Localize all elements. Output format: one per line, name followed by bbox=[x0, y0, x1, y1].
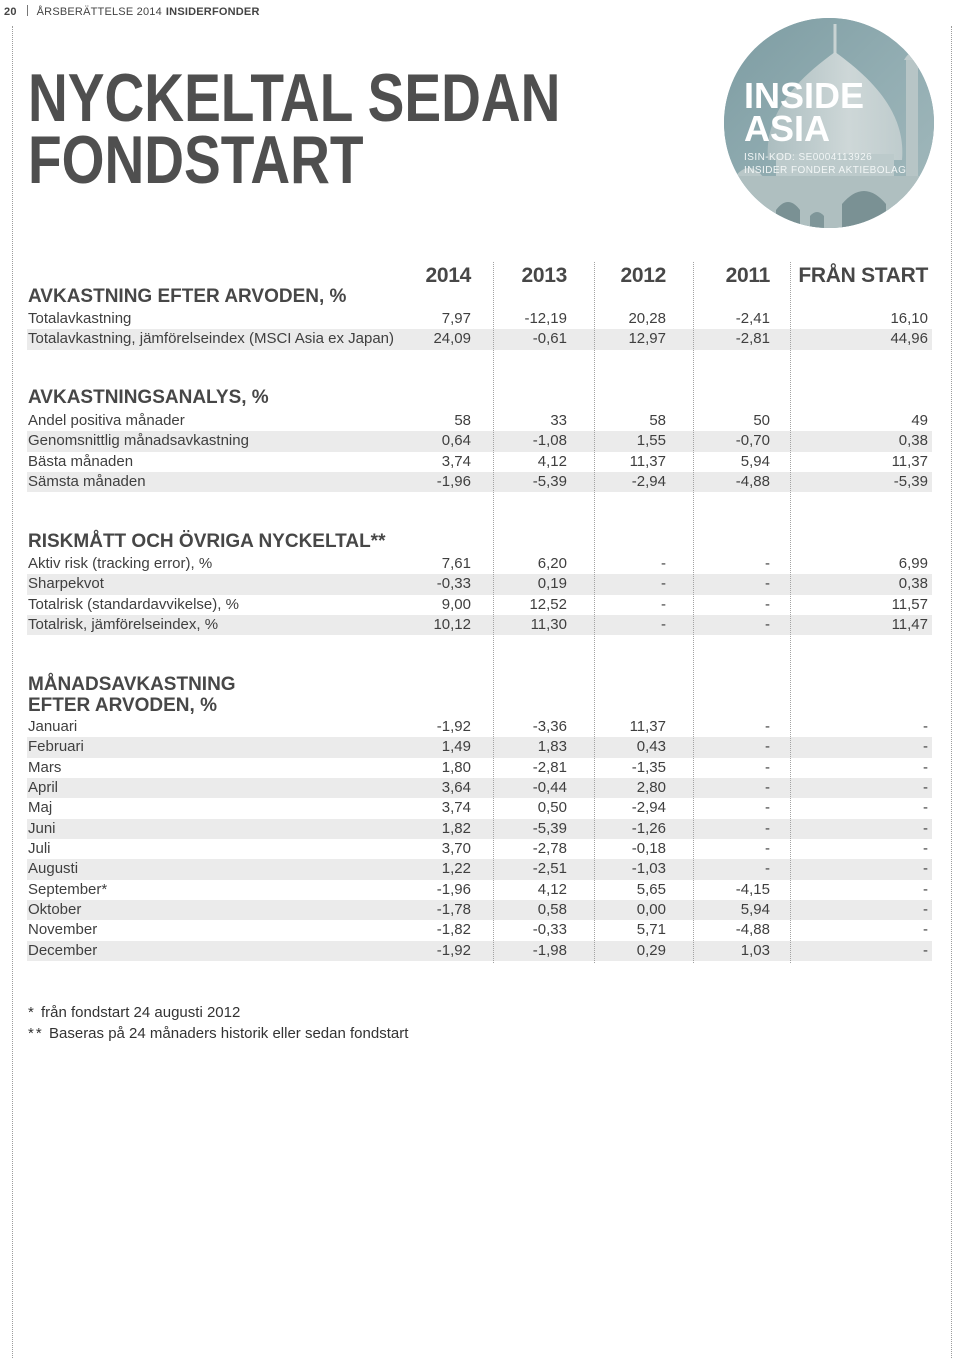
value-2012: 11,37 bbox=[629, 718, 666, 735]
value-2013: -3,36 bbox=[532, 718, 567, 735]
value-2013: 4,12 bbox=[537, 880, 567, 898]
table-row bbox=[27, 472, 932, 492]
row-label: Totalrisk (standardavvikelse), % bbox=[28, 595, 239, 613]
value-2014: 3,64 bbox=[441, 779, 471, 797]
footnote-marker: ** bbox=[28, 1024, 44, 1042]
value-2014: 3,74 bbox=[441, 799, 471, 817]
value-2013: -2,78 bbox=[532, 840, 567, 858]
section-rows bbox=[27, 717, 932, 961]
fund-name bbox=[744, 75, 865, 149]
value-since-start: - bbox=[923, 860, 928, 878]
value-since-start: - bbox=[923, 901, 928, 919]
value-2013: -1,98 bbox=[532, 941, 567, 959]
value-2013: 33 bbox=[550, 412, 567, 429]
table-row bbox=[27, 554, 932, 574]
fund-company: INSIDER FONDER AKTIEBOLAG bbox=[744, 165, 907, 176]
value-2012: 5,71 bbox=[636, 921, 666, 939]
value-2011: -2,41 bbox=[735, 310, 770, 327]
value-2014: 3,74 bbox=[441, 452, 471, 470]
value-since-start: - bbox=[923, 799, 928, 817]
value-2013: 6,20 bbox=[537, 555, 567, 572]
page-number: 20 bbox=[4, 6, 17, 18]
section-heading bbox=[28, 674, 236, 716]
value-2014: 0,64 bbox=[441, 432, 471, 450]
value-2014: -1,82 bbox=[436, 921, 471, 939]
fund-name-line-1: INSIDE bbox=[744, 75, 865, 116]
value-since-start: - bbox=[923, 779, 928, 797]
table-row bbox=[27, 839, 932, 859]
row-label: Maj bbox=[28, 799, 53, 817]
value-2011: 5,94 bbox=[740, 452, 770, 470]
table-row bbox=[27, 452, 932, 472]
section-rows bbox=[27, 554, 932, 635]
row-label: September* bbox=[28, 880, 108, 898]
value-since-start: -5,39 bbox=[893, 473, 928, 491]
page-frame-right bbox=[951, 26, 952, 1358]
row-label: Augusti bbox=[28, 860, 79, 878]
value-since-start: 0,38 bbox=[898, 575, 928, 593]
value-2013: -5,39 bbox=[532, 819, 567, 837]
footnote bbox=[28, 1023, 408, 1044]
table-row bbox=[27, 717, 932, 737]
value-2013: -0,33 bbox=[532, 921, 567, 939]
value-2014: 9,00 bbox=[441, 595, 471, 613]
table-row bbox=[27, 941, 932, 961]
value-2014: 1,22 bbox=[441, 860, 471, 878]
value-2011: - bbox=[765, 840, 770, 858]
table-row bbox=[27, 595, 932, 615]
row-label: Juni bbox=[28, 819, 56, 837]
value-2012: -0,18 bbox=[631, 840, 666, 858]
value-2012: -1,35 bbox=[631, 758, 666, 776]
isin-code: ISIN-KOD: SE0004113926 bbox=[744, 152, 873, 163]
value-2014: 3,70 bbox=[441, 840, 471, 858]
value-2012: 58 bbox=[649, 412, 666, 429]
value-2012: -2,94 bbox=[631, 799, 666, 817]
section-heading-line-1: MÅNADSAVKASTNING bbox=[28, 673, 236, 695]
footnote-text: från fondstart 24 augusti 2012 bbox=[41, 1003, 241, 1021]
value-2012: -1,03 bbox=[631, 860, 666, 878]
table-row bbox=[27, 778, 932, 798]
section-heading-line-2: EFTER ARVODEN, % bbox=[28, 694, 217, 716]
value-2014: 10,12 bbox=[433, 616, 471, 634]
value-2012: 11,37 bbox=[629, 452, 666, 470]
footnote bbox=[28, 1002, 408, 1023]
row-label: Juli bbox=[28, 840, 51, 858]
footnotes bbox=[28, 1002, 408, 1044]
column-divider bbox=[790, 262, 791, 963]
table-row bbox=[27, 880, 932, 900]
section-heading: AVKASTNINGSANALYS, % bbox=[28, 387, 269, 408]
table-row bbox=[27, 574, 932, 594]
table-row bbox=[27, 411, 932, 431]
column-header-2011: 2011 bbox=[725, 264, 770, 287]
fund-details bbox=[744, 151, 906, 177]
value-since-start: 49 bbox=[911, 412, 928, 429]
page-title-line-2: FONDSTART bbox=[28, 122, 364, 198]
value-2013: -0,61 bbox=[532, 330, 567, 348]
page-frame-left bbox=[12, 26, 13, 1358]
value-2012: 0,29 bbox=[636, 941, 666, 959]
row-label: Bästa månaden bbox=[28, 452, 134, 470]
value-since-start: - bbox=[923, 819, 928, 837]
table-row bbox=[27, 615, 932, 635]
value-2012: - bbox=[661, 616, 666, 634]
page-title bbox=[28, 60, 561, 198]
table-row bbox=[27, 859, 932, 879]
row-label: Totalavkastning bbox=[28, 310, 132, 327]
header-divider bbox=[27, 5, 28, 16]
value-2014: 24,09 bbox=[433, 330, 471, 348]
value-2013: -12,19 bbox=[524, 310, 567, 327]
row-label: Sämsta månaden bbox=[28, 473, 146, 491]
table-row bbox=[27, 900, 932, 920]
value-2011: - bbox=[765, 860, 770, 878]
table-row bbox=[27, 758, 932, 778]
value-since-start: 11,37 bbox=[891, 452, 928, 470]
value-2012: -2,94 bbox=[631, 473, 666, 491]
value-2012: 0,00 bbox=[636, 901, 666, 919]
value-2014: 1,49 bbox=[441, 738, 471, 756]
value-2013: 11,30 bbox=[530, 616, 567, 634]
value-2011: -2,81 bbox=[735, 330, 770, 348]
value-2014: 1,80 bbox=[441, 758, 471, 776]
value-2014: 7,61 bbox=[441, 555, 471, 572]
value-2012: 1,55 bbox=[636, 432, 666, 450]
value-2011: - bbox=[765, 595, 770, 613]
value-2014: -1,92 bbox=[436, 941, 471, 959]
value-2014: -1,96 bbox=[436, 473, 471, 491]
value-2012: - bbox=[661, 595, 666, 613]
value-2011: 5,94 bbox=[740, 901, 770, 919]
value-2014: 1,82 bbox=[441, 819, 471, 837]
value-2014: -1,96 bbox=[436, 880, 471, 898]
value-2012: - bbox=[661, 555, 666, 572]
row-label: Aktiv risk (tracking error), % bbox=[28, 555, 213, 572]
value-2011: 50 bbox=[753, 412, 770, 429]
value-since-start: - bbox=[923, 941, 928, 959]
section-heading: AVKASTNING EFTER ARVODEN, % bbox=[28, 286, 347, 307]
value-2013: -2,51 bbox=[532, 860, 567, 878]
row-label: Januari bbox=[28, 718, 78, 735]
value-2013: -1,08 bbox=[532, 432, 567, 450]
value-2013: 4,12 bbox=[537, 452, 567, 470]
value-2013: 0,19 bbox=[537, 575, 567, 593]
value-2011: - bbox=[765, 819, 770, 837]
column-header-2013: 2013 bbox=[521, 264, 567, 287]
report-name: ÅRSBERÄTTELSE 2014 bbox=[36, 6, 162, 18]
value-since-start: - bbox=[923, 738, 928, 756]
value-2011: -4,88 bbox=[735, 921, 770, 939]
column-header-2012: 2012 bbox=[620, 264, 666, 287]
value-2012: 20,28 bbox=[628, 310, 666, 327]
value-2011: - bbox=[765, 738, 770, 756]
value-2013: -0,44 bbox=[532, 779, 567, 797]
value-since-start: 44,96 bbox=[890, 330, 928, 348]
value-2011: - bbox=[765, 799, 770, 817]
fund-name-line-2: ASIA bbox=[744, 108, 831, 149]
table-row bbox=[27, 431, 932, 451]
value-2011: - bbox=[765, 575, 770, 593]
page-title-line-1: NYCKELTAL SEDAN bbox=[28, 60, 561, 136]
value-2011: - bbox=[765, 758, 770, 776]
value-2013: -2,81 bbox=[532, 758, 567, 776]
value-2011: -0,70 bbox=[735, 432, 770, 450]
section-rows bbox=[27, 411, 932, 492]
value-2012: 2,80 bbox=[636, 779, 666, 797]
row-label: Oktober bbox=[28, 901, 82, 919]
column-header-since-start: FRÅN START bbox=[798, 264, 928, 287]
column-headers bbox=[27, 265, 932, 287]
value-since-start: - bbox=[923, 840, 928, 858]
value-2013: 0,50 bbox=[537, 799, 567, 817]
value-since-start: - bbox=[923, 921, 928, 939]
column-header-2014: 2014 bbox=[425, 264, 471, 287]
row-label: Andel positiva månader bbox=[28, 412, 185, 429]
table-row bbox=[27, 819, 932, 839]
value-since-start: 0,38 bbox=[898, 432, 928, 450]
section-heading: RISKMÅTT OCH ÖVRIGA NYCKELTAL** bbox=[28, 531, 386, 552]
value-2012: -1,26 bbox=[631, 819, 666, 837]
table-row bbox=[27, 798, 932, 818]
value-2011: -4,15 bbox=[735, 880, 770, 898]
row-label: November bbox=[28, 921, 98, 939]
value-2014: -1,92 bbox=[436, 718, 471, 735]
row-label: April bbox=[28, 779, 59, 797]
value-2014: -1,78 bbox=[436, 901, 471, 919]
row-label: December bbox=[28, 941, 98, 959]
table-row bbox=[27, 737, 932, 757]
row-label: Totalrisk, jämförelseindex, % bbox=[28, 616, 219, 634]
value-2011: -4,88 bbox=[735, 473, 770, 491]
row-label: Februari bbox=[28, 738, 84, 756]
section-rows bbox=[27, 309, 932, 350]
fund-badge bbox=[724, 18, 934, 228]
value-2013: 1,83 bbox=[537, 738, 567, 756]
value-2011: - bbox=[765, 779, 770, 797]
table-row bbox=[27, 329, 932, 349]
value-2011: 1,03 bbox=[740, 941, 770, 959]
value-since-start: - bbox=[923, 718, 928, 735]
column-divider bbox=[693, 262, 694, 963]
column-divider bbox=[594, 262, 595, 963]
value-2014: 7,97 bbox=[441, 310, 471, 327]
value-2012: - bbox=[661, 575, 666, 593]
row-label: Sharpekvot bbox=[28, 575, 104, 593]
value-2013: 0,58 bbox=[537, 901, 567, 919]
value-since-start: 16,10 bbox=[890, 310, 928, 327]
row-label: Mars bbox=[28, 758, 62, 776]
value-2011: - bbox=[765, 555, 770, 572]
value-2014: -0,33 bbox=[436, 575, 471, 593]
value-since-start: - bbox=[923, 880, 928, 898]
footnote-text: Baseras på 24 månaders historik eller sedan fondstart bbox=[49, 1024, 409, 1042]
value-since-start: 11,57 bbox=[891, 595, 928, 613]
value-2013: 12,52 bbox=[529, 595, 567, 613]
value-2012: 5,65 bbox=[636, 880, 666, 898]
column-divider bbox=[493, 262, 494, 963]
value-since-start: - bbox=[923, 758, 928, 776]
value-2012: 0,43 bbox=[636, 738, 666, 756]
table-row bbox=[27, 309, 932, 329]
value-2012: 12,97 bbox=[628, 330, 666, 348]
value-2011: - bbox=[765, 616, 770, 634]
value-since-start: 6,99 bbox=[898, 555, 928, 572]
row-label: Totalavkastning, jämförelseindex (MSCI Asia ex Japan) bbox=[28, 330, 395, 348]
value-2014: 58 bbox=[454, 412, 471, 429]
brand-name: INSIDERFONDER bbox=[165, 6, 260, 18]
running-header bbox=[4, 5, 260, 19]
value-2013: -5,39 bbox=[532, 473, 567, 491]
table-row bbox=[27, 920, 932, 940]
footnote-marker: * bbox=[28, 1003, 36, 1021]
row-label: Genomsnittlig månadsavkastning bbox=[28, 432, 249, 450]
value-since-start: 11,47 bbox=[891, 616, 928, 634]
value-2011: - bbox=[765, 718, 770, 735]
